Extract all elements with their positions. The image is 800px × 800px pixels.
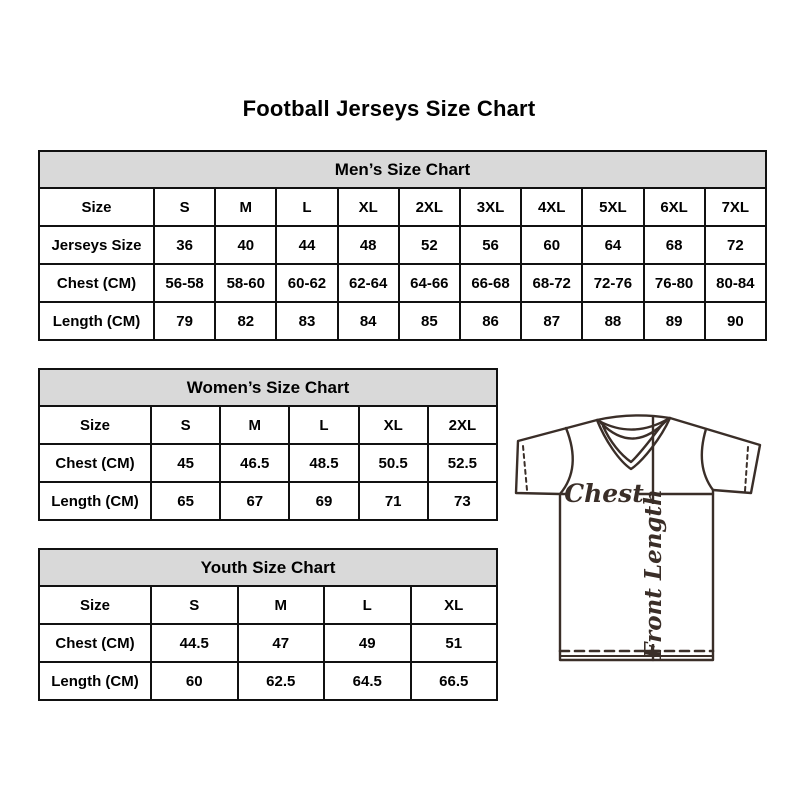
value-cell: L [289,406,358,444]
value-cell: 64-66 [399,264,460,302]
table-row [39,586,497,624]
row-header-cell: Chest (CM) [39,624,151,662]
right-armhole-seam [702,429,713,490]
value-cell: 71 [359,482,428,520]
row-header-cell: Chest (CM) [39,444,151,482]
table-title-row [39,369,497,406]
value-cell: 90 [705,302,766,340]
value-cell: 64.5 [324,662,411,700]
front-length-label: Front Length [640,489,667,659]
row-header-cell: Size [39,188,154,226]
value-cell: 68 [644,226,705,264]
value-cell: 83 [276,302,337,340]
value-cell: 60 [521,226,582,264]
value-cell: 79 [154,302,215,340]
value-cell: S [151,586,238,624]
value-cell: 65 [151,482,220,520]
value-cell: 62.5 [238,662,325,700]
table-row [39,264,766,302]
value-cell: 4XL [521,188,582,226]
value-cell: 66.5 [411,662,498,700]
value-cell: 45 [151,444,220,482]
value-cell: 40 [215,226,276,264]
value-cell: 47 [238,624,325,662]
table-row [39,406,497,444]
value-cell: 56-58 [154,264,215,302]
value-cell: XL [338,188,399,226]
jersey-measurement-diagram [503,406,775,668]
value-cell: 68-72 [521,264,582,302]
value-cell: 86 [460,302,521,340]
value-cell: M [220,406,289,444]
value-cell: 56 [460,226,521,264]
value-cell: 72 [705,226,766,264]
value-cell: 72-76 [582,264,643,302]
table-row [39,662,497,700]
value-cell: 5XL [582,188,643,226]
table-row [39,444,497,482]
value-cell: 52.5 [428,444,497,482]
value-cell: 3XL [460,188,521,226]
value-cell: 88 [582,302,643,340]
collar-top-line [597,415,670,420]
value-cell: 76-80 [644,264,705,302]
value-cell: 6XL [644,188,705,226]
value-cell: XL [411,586,498,624]
row-header-cell: Size [39,586,151,624]
page-title: Football Jerseys Size Chart [242,96,536,121]
value-cell: 82 [215,302,276,340]
table-row [39,226,766,264]
value-cell: 36 [154,226,215,264]
row-header-cell: Size [39,406,151,444]
value-cell: 85 [399,302,460,340]
row-header-cell: Length (CM) [39,302,154,340]
value-cell: 52 [399,226,460,264]
value-cell: 69 [289,482,358,520]
womens-size-table [38,368,498,521]
value-cell: 46.5 [220,444,289,482]
left-cuff-dashed-line [523,446,527,490]
value-cell: 58-60 [215,264,276,302]
table-title: Men’s Size Chart [39,151,766,188]
chest-label: Chest [564,479,644,508]
value-cell: 2XL [399,188,460,226]
row-header-cell: Chest (CM) [39,264,154,302]
value-cell: 66-68 [460,264,521,302]
table-title-row [39,549,497,586]
value-cell: 50.5 [359,444,428,482]
row-header-cell: Length (CM) [39,482,151,520]
value-cell: 84 [338,302,399,340]
row-header-cell: Length (CM) [39,662,151,700]
value-cell: 73 [428,482,497,520]
value-cell: XL [359,406,428,444]
table-row [39,302,766,340]
table-row [39,624,497,662]
value-cell: S [154,188,215,226]
value-cell: 51 [411,624,498,662]
value-cell: 44.5 [151,624,238,662]
row-header-cell: Jerseys Size [39,226,154,264]
table-title-row [39,151,766,188]
value-cell: 49 [324,624,411,662]
value-cell: 64 [582,226,643,264]
table-title: Women’s Size Chart [39,369,497,406]
value-cell: S [151,406,220,444]
value-cell: 87 [521,302,582,340]
mens-size-table [38,150,767,341]
value-cell: 80-84 [705,264,766,302]
value-cell: 7XL [705,188,766,226]
right-cuff-dashed-line [745,447,748,491]
value-cell: M [238,586,325,624]
value-cell: L [276,188,337,226]
value-cell: 48 [338,226,399,264]
value-cell: M [215,188,276,226]
table-row [39,188,766,226]
value-cell: 60 [151,662,238,700]
table-row [39,482,497,520]
value-cell: L [324,586,411,624]
value-cell: 67 [220,482,289,520]
value-cell: 44 [276,226,337,264]
table-title: Youth Size Chart [39,549,497,586]
youth-size-table [38,548,498,701]
value-cell: 62-64 [338,264,399,302]
value-cell: 89 [644,302,705,340]
value-cell: 48.5 [289,444,358,482]
value-cell: 60-62 [276,264,337,302]
value-cell: 2XL [428,406,497,444]
